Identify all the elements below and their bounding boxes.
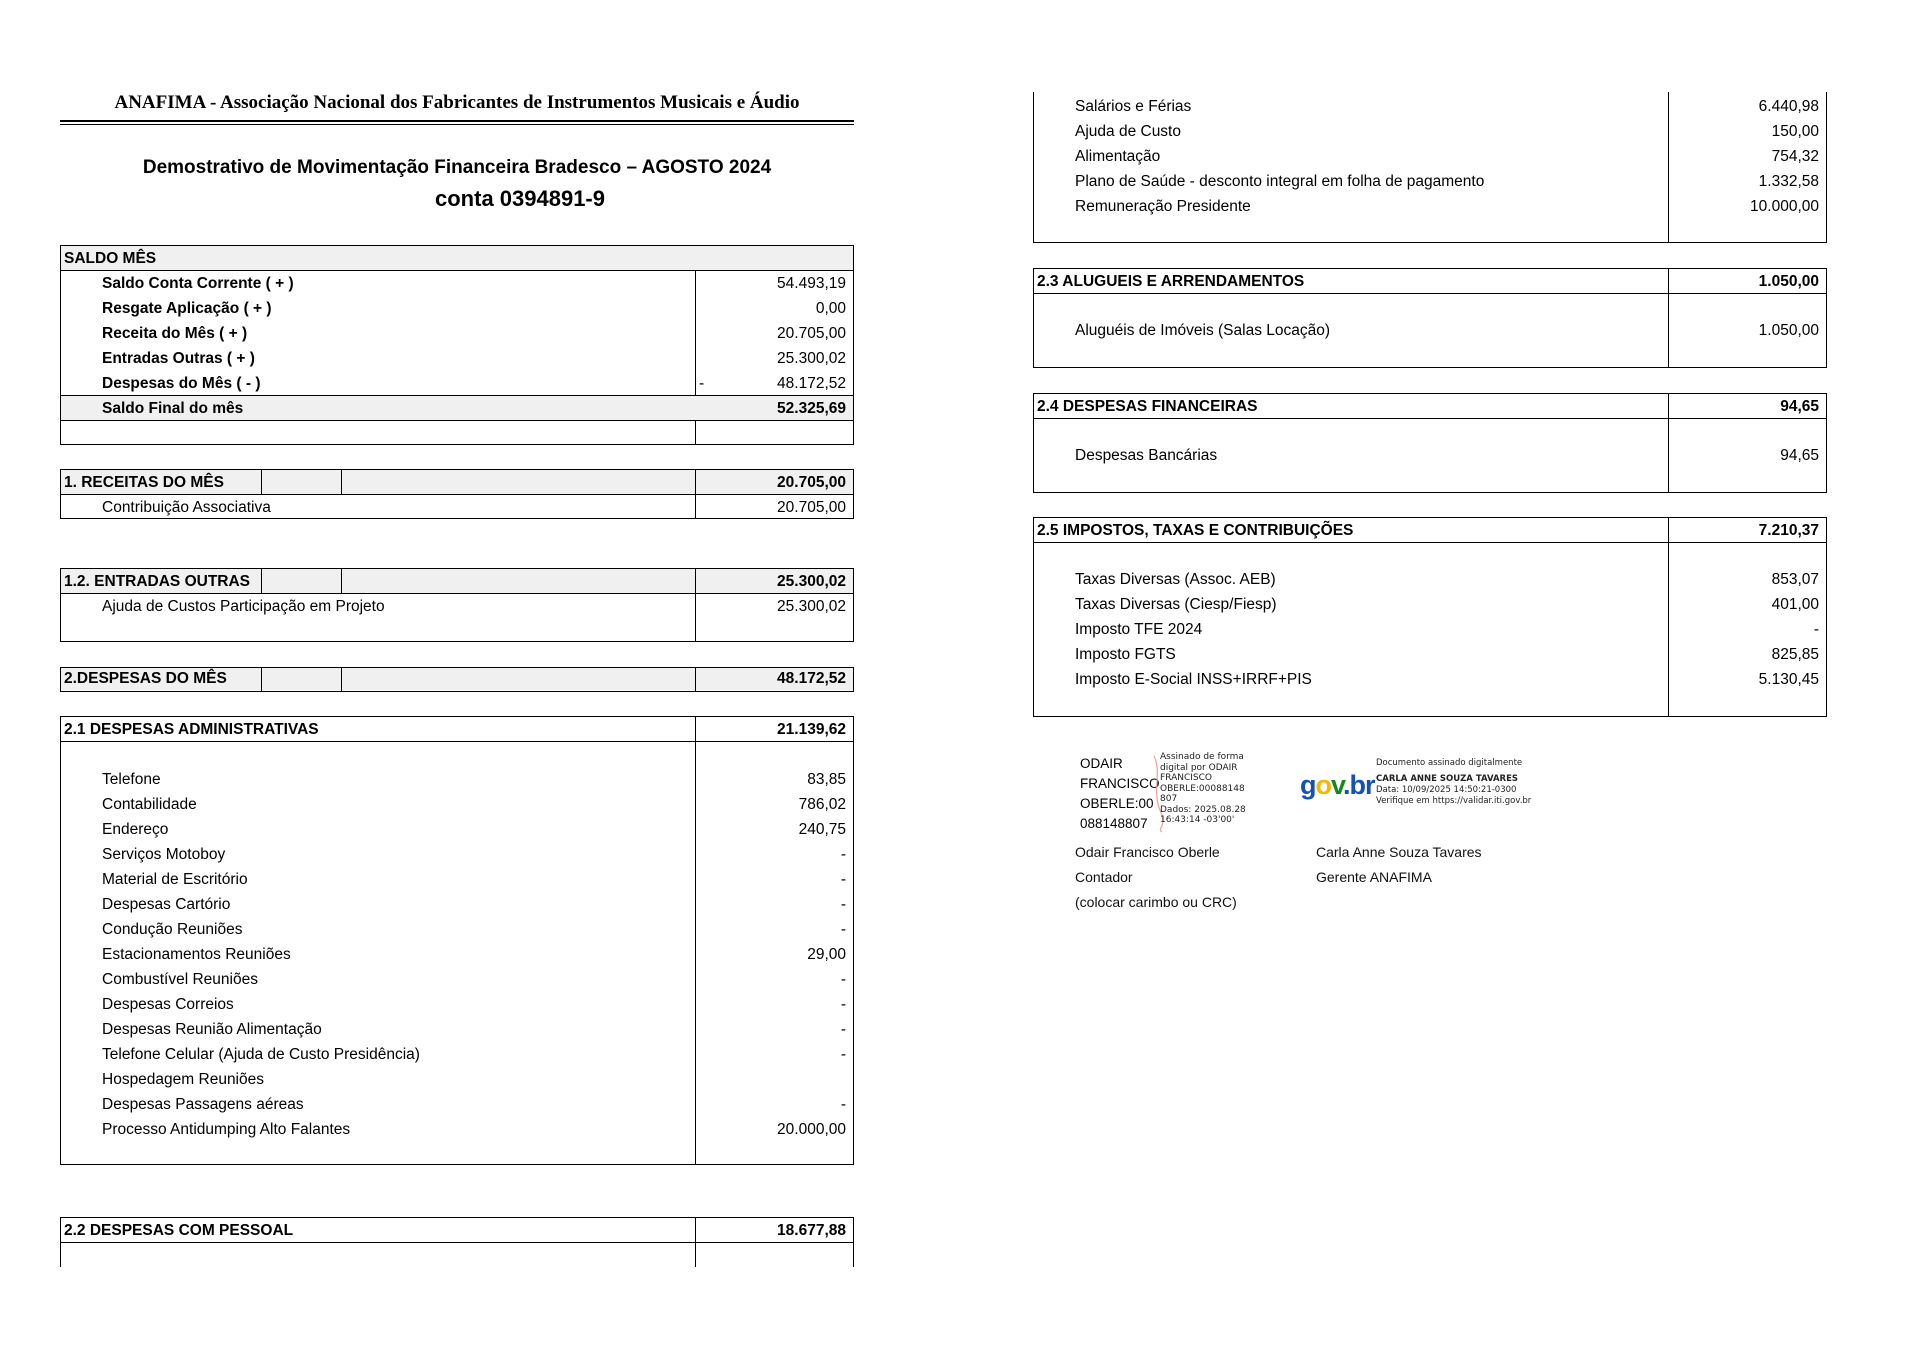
admin-item: Contabilidade 786,02 xyxy=(102,796,846,813)
entradas-header: 1.2. ENTRADAS OUTRAS 25.300,02 xyxy=(61,569,853,594)
despesas-header: 2.DESPESAS DO MÊS 48.172,52 xyxy=(61,668,853,690)
pessoal-item: Salários e Férias 6.440,98 xyxy=(1075,98,1819,115)
admin-item: Combustível Reuniões - xyxy=(102,971,846,988)
admin-item: Processo Antidumping Alto Falantes 20.000,00 xyxy=(102,1121,846,1138)
digital-signature-odair: ODAIR FRANCISCO OBERLE:00 088148807 Assinado de forma digital por ODAIR FRANCISCO OBERLE:00088148 807 Dados: 2025.08.28 16:43:14 -03'00' xyxy=(1080,752,1250,834)
admin-item: Estacionamentos Reuniões 29,00 xyxy=(102,946,846,963)
govbr-logo: gov.br xyxy=(1300,770,1375,800)
financeiras-header: 2.4 DESPESAS FINANCEIRAS 94,65 xyxy=(1034,394,1826,419)
entradas-table xyxy=(60,568,854,642)
document-title: Demostrativo de Movimentação Financeira Bradesco – AGOSTO 2024 xyxy=(142,157,772,178)
admin-item: Endereço 240,75 xyxy=(102,821,846,838)
impostos-header: 2.5 IMPOSTOS, TAXAS E CONTRIBUIÇÕES 7.210,37 xyxy=(1034,518,1826,543)
admin-item: Hospedagem Reuniões xyxy=(102,1071,264,1088)
pessoal-item: Plano de Saúde - desconto integral em folha de pagamento 1.332,58 xyxy=(1075,173,1819,190)
pessoal-item: Remuneração Presidente 10.000,00 xyxy=(1075,198,1819,215)
despesas-table xyxy=(60,667,854,692)
impostos-item: Imposto FGTS 825,85 xyxy=(1075,646,1819,663)
financeiras-item: Despesas Bancárias 94,65 xyxy=(1075,447,1819,464)
admin-item: Despesas Reunião Alimentação - xyxy=(102,1021,846,1038)
saldo-row: Entradas Outras ( + ) 25.300,02 xyxy=(102,350,846,367)
saldo-row: Despesas do Mês ( - ) - 48.172,52 xyxy=(102,375,846,392)
admin-item: Despesas Cartório - xyxy=(102,896,846,913)
saldo-row: Receita do Mês ( + ) 20.705,00 xyxy=(102,325,846,342)
entradas-item: Ajuda de Custos Participação em Projeto 25.300,02 xyxy=(102,598,846,615)
signer-role: Gerente ANAFIMA xyxy=(1316,869,1432,885)
alugueis-header: 2.3 ALUGUEIS E ARRENDAMENTOS 1.050,00 xyxy=(1034,269,1826,294)
saldo-final-row: Saldo Final do mês 52.325,69 xyxy=(61,395,853,420)
org-title: ANAFIMA - Associação Nacional dos Fabricantes de Instrumentos Musicais e Áudio xyxy=(114,92,800,113)
signer-block-carla xyxy=(1316,842,1482,888)
impostos-table xyxy=(1033,517,1827,717)
pessoal-table xyxy=(60,1217,854,1267)
account-number: conta 0394891-9 xyxy=(435,186,605,211)
signer-note: (colocar carimbo ou CRC) xyxy=(1075,894,1237,910)
digital-signature-carla: gov.br Documento assinado digitalmente CARLA ANNE SOUZA TAVARES Data: 10/09/2025 14:50:21-0300 Verifique em https://validar.iti.gov.br xyxy=(1300,758,1532,806)
administrativas-header: 2.1 DESPESAS ADMINISTRATIVAS 21.139,62 xyxy=(61,717,853,742)
pessoal-items-table xyxy=(1033,92,1827,243)
signer-block-odair xyxy=(1075,842,1237,913)
administrativas-table xyxy=(60,716,854,1165)
admin-item: Despesas Correios - xyxy=(102,996,846,1013)
signer-name: Carla Anne Souza Tavares xyxy=(1316,844,1482,860)
admin-item: Telefone Celular (Ajuda de Custo Presidência) - xyxy=(102,1046,846,1063)
header-rule xyxy=(60,120,854,122)
saldo-row: Saldo Conta Corrente ( + ) 54.493,19 xyxy=(102,275,846,292)
saldo-row: Resgate Aplicação ( + ) 0,00 xyxy=(102,300,846,317)
admin-item: Material de Escritório - xyxy=(102,871,846,888)
signer-name: Odair Francisco Oberle xyxy=(1075,844,1220,860)
alugueis-item: Aluguéis de Imóveis (Salas Locação) 1.050,00 xyxy=(1075,322,1819,339)
receitas-item: Contribuição Associativa 20.705,00 xyxy=(102,499,846,516)
pessoal-item: Alimentação 754,32 xyxy=(1075,148,1819,165)
signer-role: Contador xyxy=(1075,869,1133,885)
saldo-header: SALDO MÊS xyxy=(61,246,853,271)
alugueis-table xyxy=(1033,268,1827,368)
admin-item: Despesas Passagens aéreas - xyxy=(102,1096,846,1113)
impostos-item: Imposto E-Social INSS+IRRF+PIS 5.130,45 xyxy=(1075,671,1819,688)
impostos-item: Taxas Diversas (Ciesp/Fiesp) 401,00 xyxy=(1075,596,1819,613)
impostos-item: Taxas Diversas (Assoc. AEB) 853,07 xyxy=(1075,571,1819,588)
admin-item: Telefone 83,85 xyxy=(102,771,846,788)
impostos-item: Imposto TFE 2024 - xyxy=(1075,621,1819,638)
financeiras-table xyxy=(1033,393,1827,493)
header-rule xyxy=(60,124,854,125)
receitas-table xyxy=(60,469,854,519)
saldo-table xyxy=(60,245,854,445)
admin-item: Serviços Motoboy - xyxy=(102,846,846,863)
admin-item: Condução Reuniões - xyxy=(102,921,846,938)
saldo-empty-row xyxy=(61,420,853,445)
receitas-header: 1. RECEITAS DO MÊS 20.705,00 xyxy=(61,470,853,495)
pessoal-header: 2.2 DESPESAS COM PESSOAL 18.677,88 xyxy=(61,1218,853,1243)
pessoal-item: Ajuda de Custo 150,00 xyxy=(1075,123,1819,140)
